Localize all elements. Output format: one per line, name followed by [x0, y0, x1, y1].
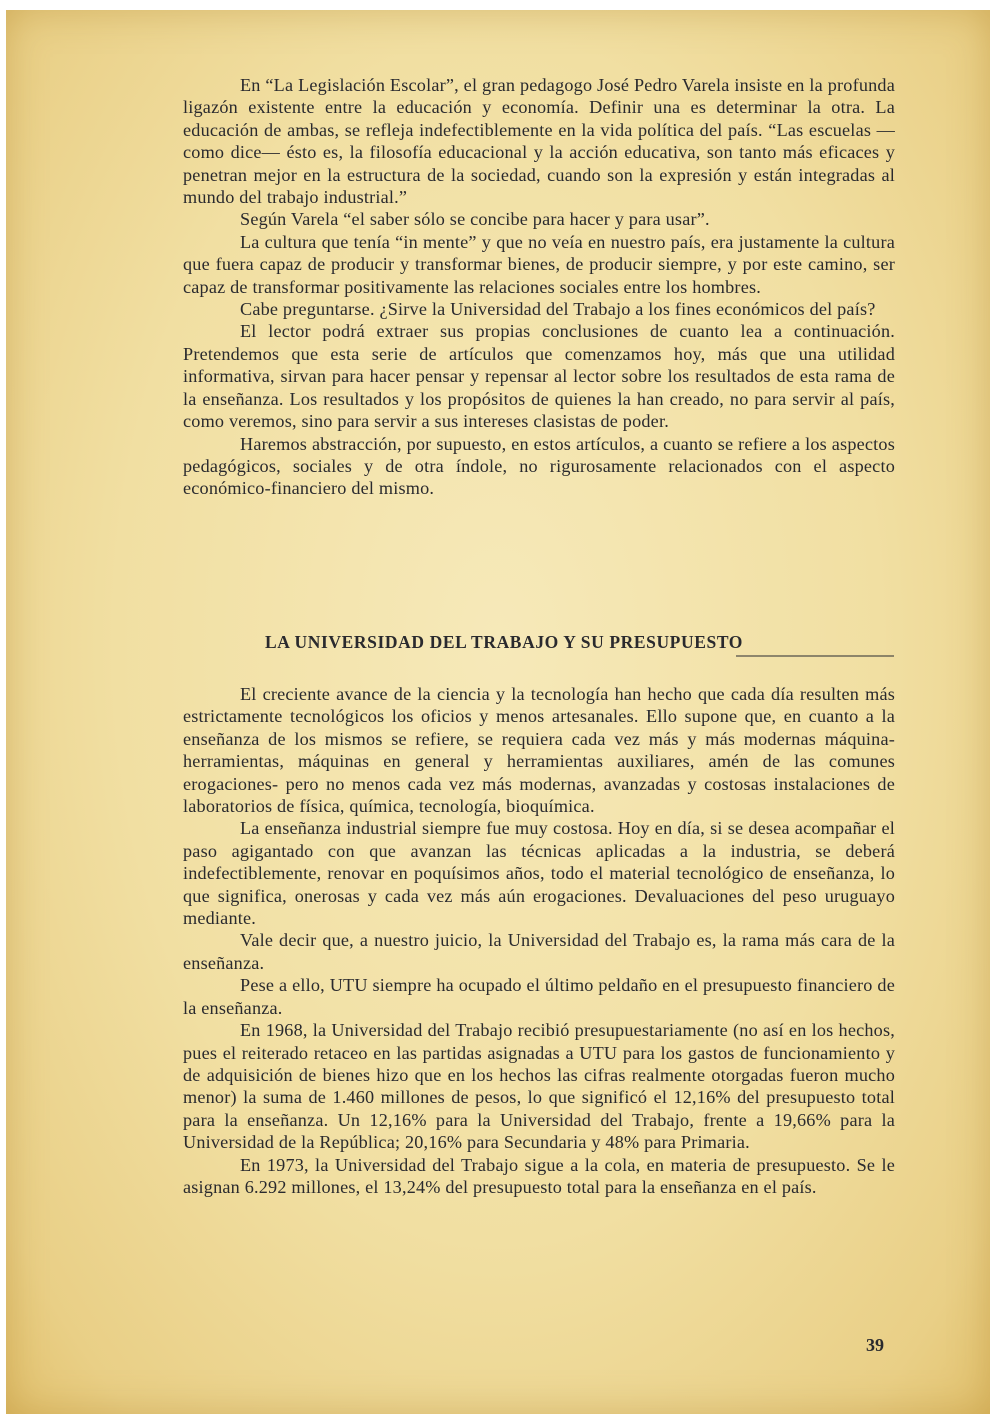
paragraph: En 1973, la Universidad del Trabajo sigue a la cola, en materia de presupuesto. Se le asignan 6.292 millones, el 13,24% del presupuesto total para la enseñanza en el país.	[183, 1154, 895, 1197]
paragraph: El creciente avance de la ciencia y la tecnología han hecho que cada día resulten más estrictamente tecnológicos los oficios y menos artesanales. Ello supone que, en cuanto a la enseñanza de los mismos se refiere, se requiera cada vez más y más modernas máquina-herramientas, máquinas en general y herramientas auxiliares, amén de las comunes erogaciones- pero no menos cada vez más modernas, avanzadas y costosas instalaciones de laboratorios de física, química, tecnología, bioquímica.	[183, 684, 895, 817]
scanned-page	[6, 10, 990, 1414]
paragraph: Haremos abstracción, por supuesto, en estos artículos, a cuanto se refiere a los aspectos pedagógicos, sociales y de otra índole, no rigurosamente relacionados con el aspecto económico-financiero del mismo.	[183, 433, 895, 499]
paragraph: El lector podrá extraer sus propias conclusiones de cuanto lea a continuación. Pretendemos que esta serie de artículos que comenzamos hoy, más que una utilidad informativa, sirvan para hacer pensar y repensar al lector sobre los resultados de esta rama de la enseñanza. Los resultados y los propósitos de quienes la han creado, no para servir al país, como veremos, sino para servir a sus intereses clasistas de poder.	[183, 321, 895, 432]
paragraph: En “La Legislación Escolar”, el gran pedagogo José Pedro Varela insiste en la profunda ligazón existente entre la educación y economía. Definir una es determinar la otra. La educación de ambas, se refleja indefectiblemente en la vida política del país. “Las escuelas —como dice— ésto es, la filosofía educacional y la acción educativa, son tanto más eficaces y penetran mejor en la estructura de la sociedad, cuando son la expresión y están integradas al mundo del trabajo industrial.”	[183, 75, 895, 208]
paragraph: La cultura que tenía “in mente” y que no veía en nuestro país, era justamente la cultura que fuera capaz de producir y transformar bienes, de producir siempre, y por este camino, ser capaz de transformar positivamente las relaciones sociales entre los hombres.	[183, 231, 895, 297]
heading-underline	[736, 655, 894, 657]
paragraph: Vale decir que, a nuestro juicio, la Universidad del Trabajo es, la rama más cara de la enseñanza.	[183, 930, 895, 973]
section-text	[183, 683, 895, 1198]
paragraph: La enseñanza industrial siempre fue muy costosa. Hoy en día, si se desea acompañar el paso agigantado con que avanzan las técnicas aplicadas a la industria, se deberá indefectiblemente, renovar en poquísimos años, todo el material tecnológico de enseñanza, lo que significa, onerosas y cada vez más aún erogaciones. Devaluaciones del peso uruguayo mediante.	[183, 818, 895, 929]
paragraph: En 1968, la Universidad del Trabajo recibió presupuestariamente (no así en los hechos, pues el reiterado retaceo en las partidas asignadas a UTU para los gastos de funcionamiento y de adquisición de bienes hizo que en los hechos las cifras realmente otorgadas fueron mucho menor) la suma de 1.460 millones de pesos, lo que significó el 12,16% del presupuesto total para la enseñanza. Un 12,16% para la Universidad del Trabajo, frente a 19,66% para la Universidad de la República; 20,16% para Secundaria y 48% para Primaria.	[183, 1020, 895, 1153]
paragraph: Pese a ello, UTU siempre ha ocupado el último peldaño en el presupuesto financiero de la enseñanza.	[183, 975, 895, 1018]
intro-text	[183, 74, 895, 500]
page-number: 39	[866, 1335, 884, 1355]
paragraph: Según Varela “el saber sólo se concibe para hacer y para usar”.	[240, 209, 710, 230]
paragraph: Cabe preguntarse. ¿Sirve la Universidad del Trabajo a los fines económicos del país?	[240, 299, 876, 320]
section-heading: LA UNIVERSIDAD DEL TRABAJO Y SU PRESUPUESTO	[265, 632, 743, 652]
